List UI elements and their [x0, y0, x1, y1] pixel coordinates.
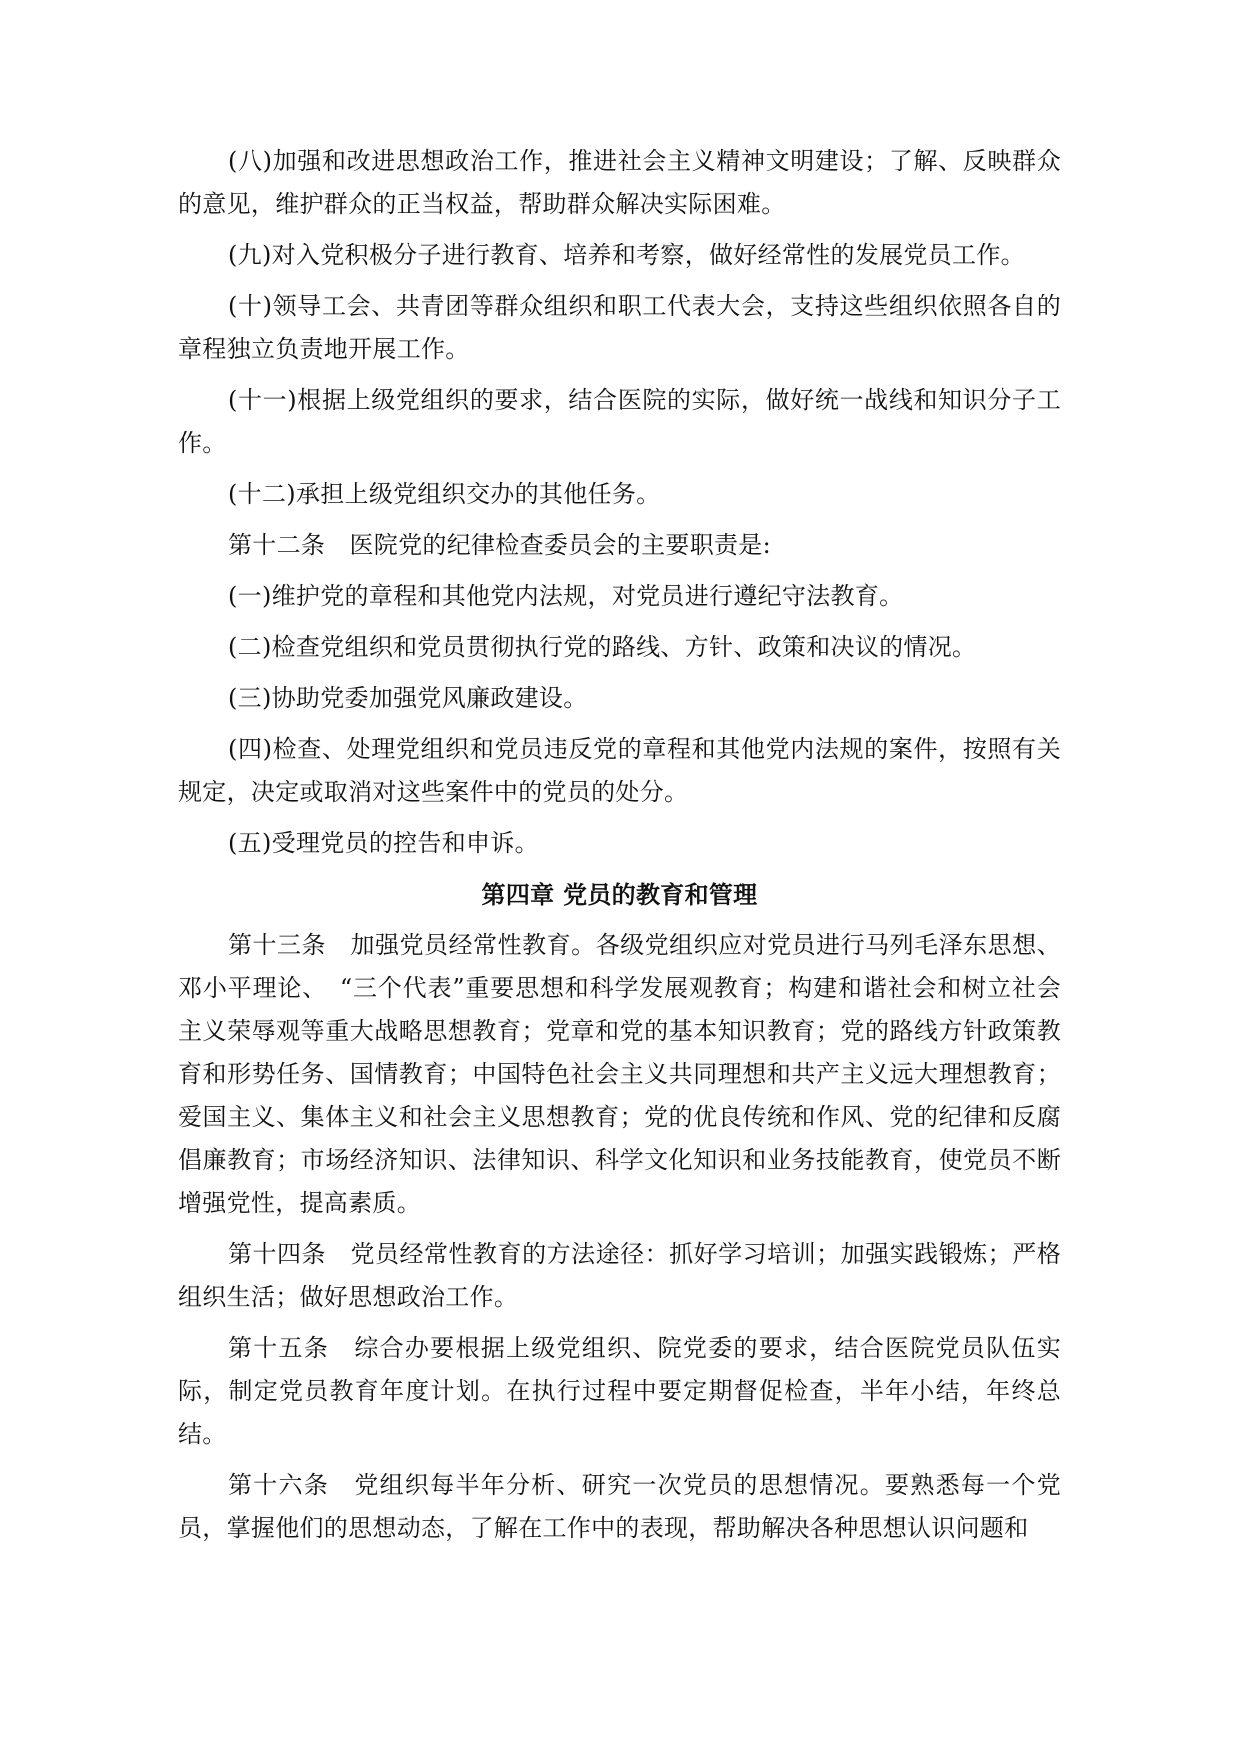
duty-3: (三)协助党委加强党风廉政建设。 [228, 684, 588, 712]
paragraph-10: (十)领导工会、共青团等群众组织和职工代表大会，支持这些组织依照各自的章程独立负责地开展工作。 [178, 292, 1061, 363]
article-13: 第十三条 加强党员经常性教育。各级党组织应对党员进行马列毛泽东思想、邓小平理论、 “三个代表”重要思想和科学发展观教育；构建和谐社会和树立社会主义荣辱观等重大战略思想教育；党章和党的基本知识教育；党的路线方针政策教育和形势任务、国情教育；中国特色社会主义共同理想和共产主义远大理想教育；爱国主义、集体主义和社会主义思想教育；党的优良传统和作风、党的纪律和反腐倡廉教育；市场经济知识、法律知识、科学文化知识和业务技能教育，使党员不断增强党性，提高素质。 [178, 931, 1061, 1217]
paragraph-9: (九)对入党积极分子进行教育、培养和考察，做好经常性的发展党员工作。 [228, 241, 1025, 269]
article-14: 第十四条 党员经常性教育的方法途径：抓好学习培训；加强实践锻炼；严格组织生活；做好思想政治工作。 [178, 1240, 1061, 1311]
paragraph-11: (十一)根据上级党组织的要求，结合医院的实际，做好统一战线和知识分子工作。 [178, 386, 1061, 457]
article-15: 第十五条 综合办要根据上级党组织、院党委的要求，结合医院党员队伍实际，制定党员教育年度计划。在执行过程中要定期督促检查，半年小结，年终总结。 [178, 1334, 1061, 1448]
article-12: 第十二条 医院党的纪律检查委员会的主要职责是: [228, 531, 771, 559]
article-16: 第十六条 党组织每半年分析、研究一次党员的思想情况。要熟悉每一个党员，掌握他们的思想动态，了解在工作中的表现，帮助解决各种思想认识问题和 [178, 1471, 1061, 1542]
chapter-heading: 第四章 党员的教育和管理 [481, 880, 758, 909]
duty-5: (五)受理党员的控告和申诉。 [228, 829, 539, 857]
paragraph-12: (十二)承担上级党组织交办的其他任务。 [228, 480, 661, 508]
duty-2: (二)检查党组织和党员贯彻执行党的路线、方针、政策和决议的情况。 [228, 633, 977, 661]
paragraph-8: (八)加强和改进思想政治工作，推进社会主义精神文明建设；了解、反映群众的意见，维护群众的正当权益，帮助群众解决实际困难。 [178, 147, 1061, 218]
duty-1: (一)维护党的章程和其他党内法规，对党员进行遵纪守法教育。 [228, 582, 904, 610]
duty-4: (四)检查、处理党组织和党员违反党的章程和其他党内法规的案件，按照有关规定，决定或取消对这些案件中的党员的处分。 [178, 735, 1061, 806]
